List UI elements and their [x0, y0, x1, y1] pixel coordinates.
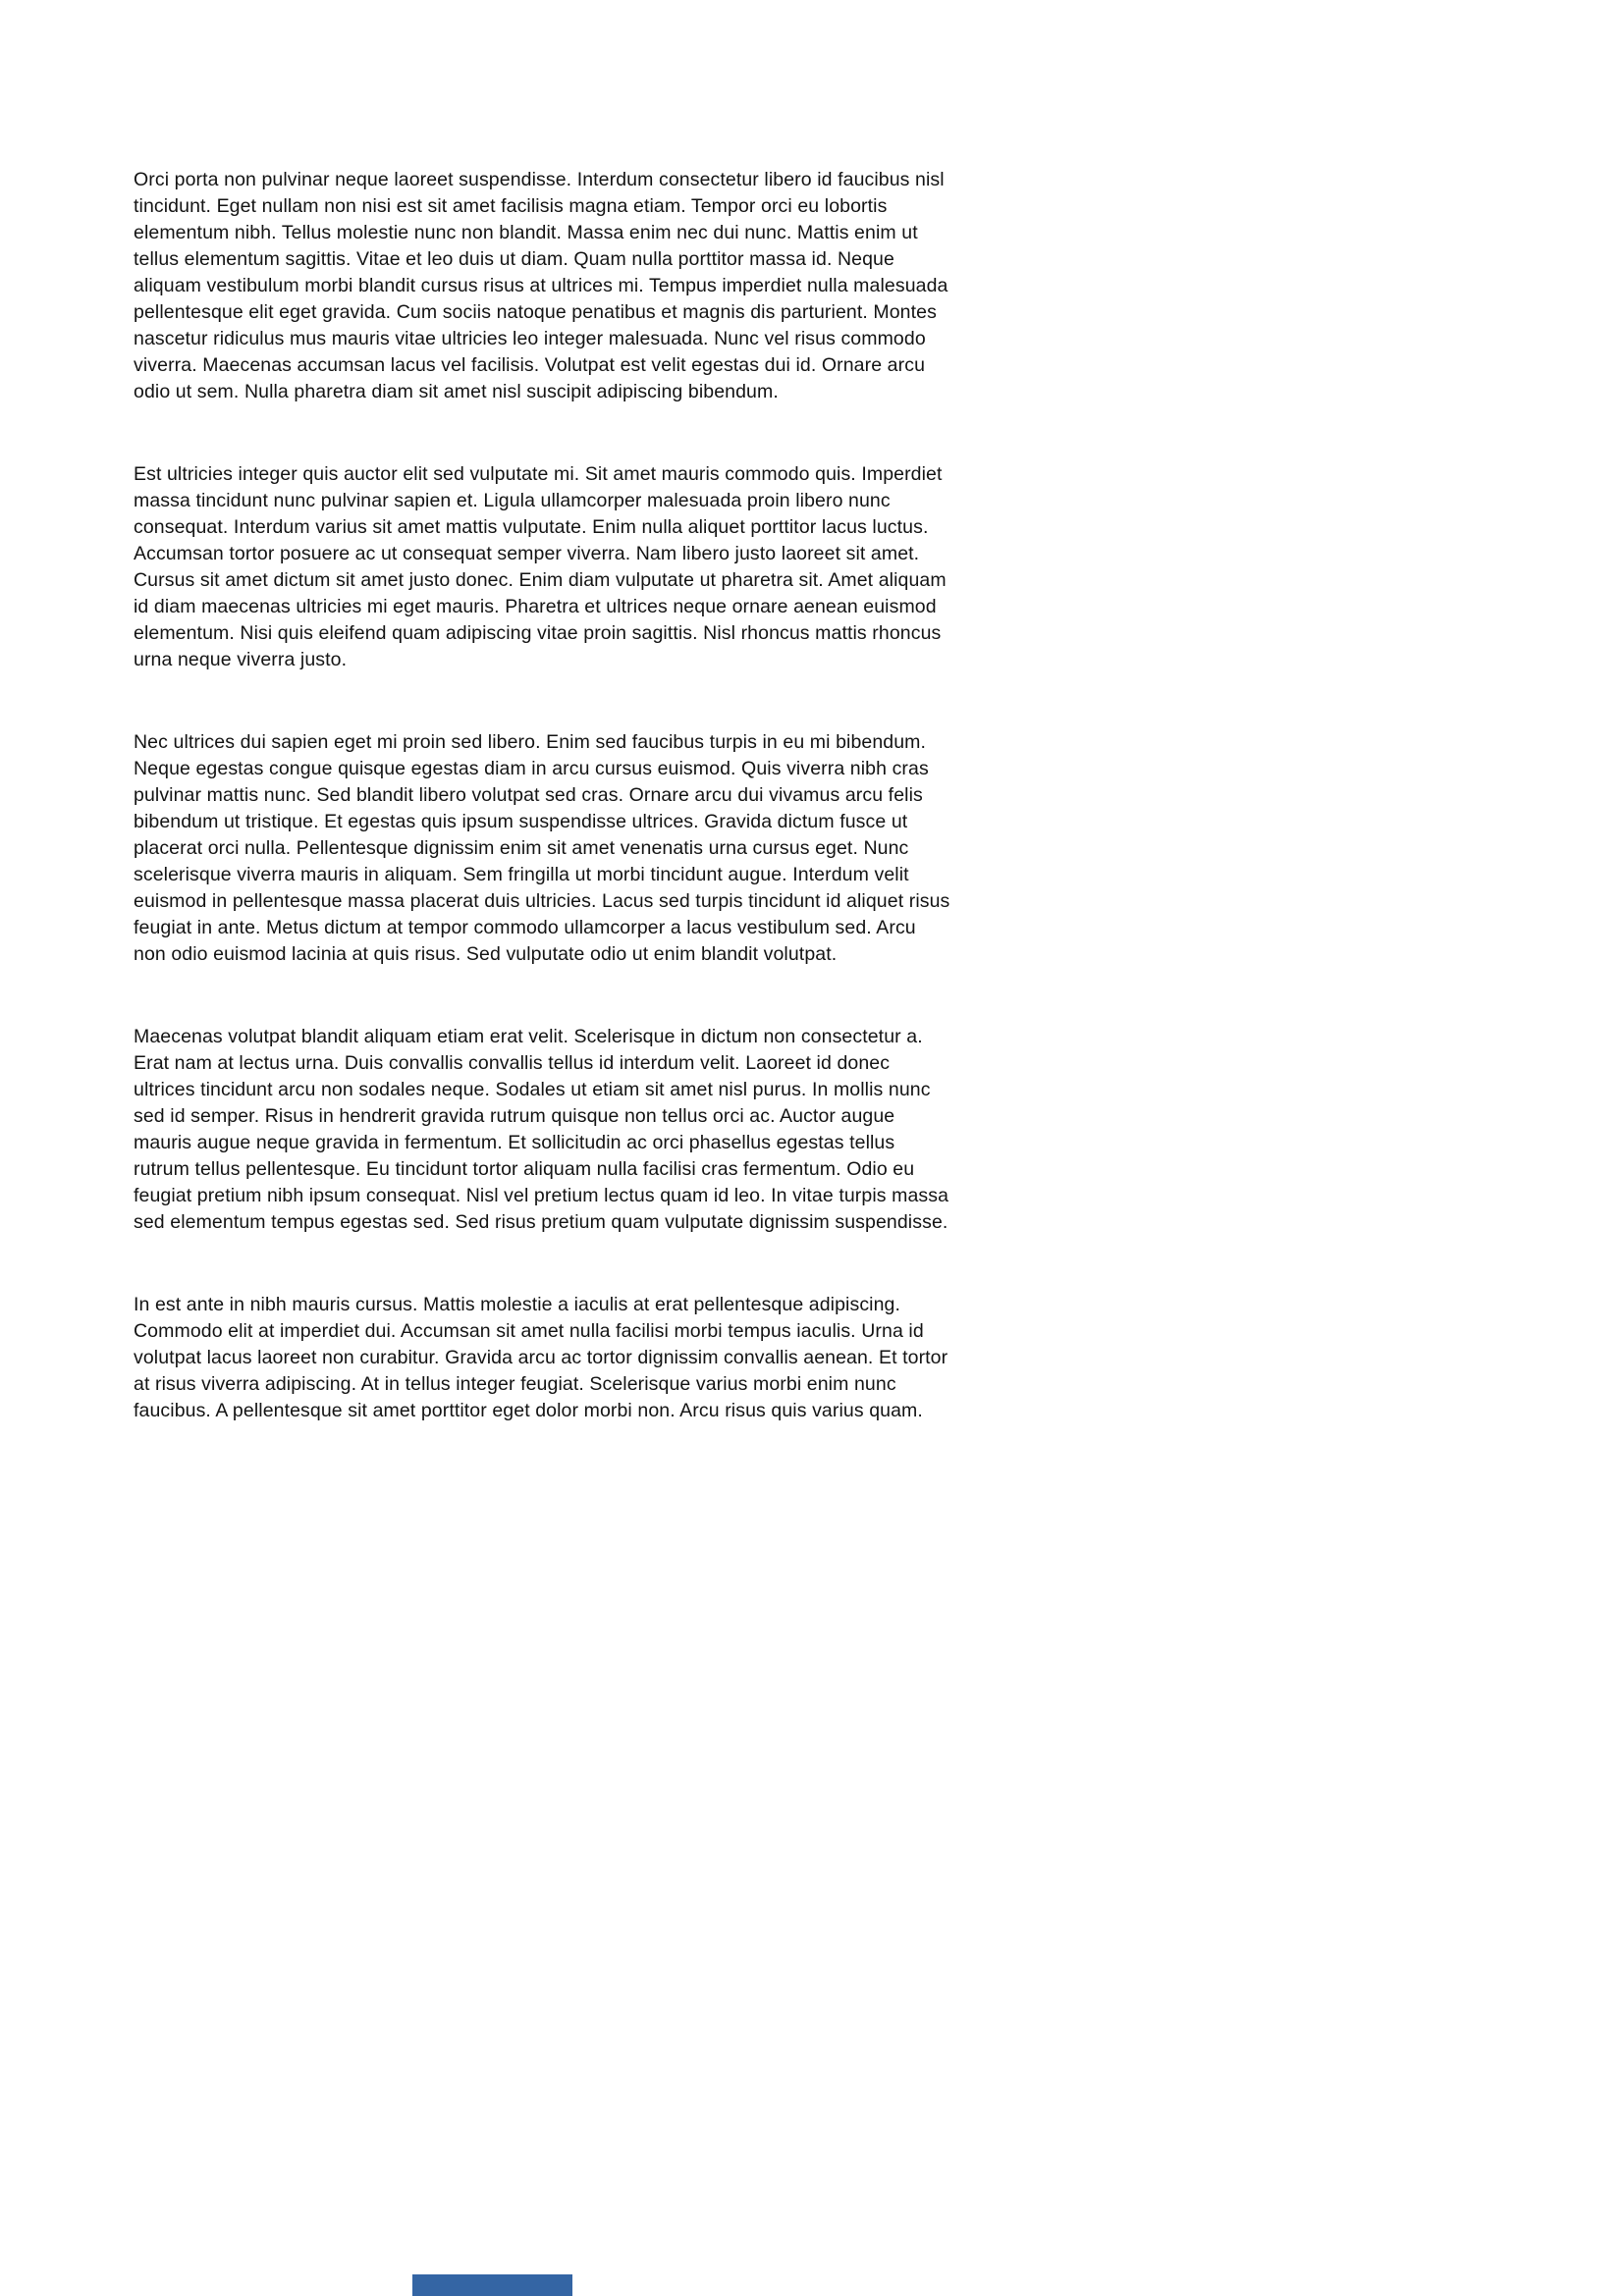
paragraph-2: Est ultricies integer quis auctor elit sed vulputate mi. Sit amet mauris commodo quis. Imperdiet massa tincidunt nunc pulvinar sapien et. Ligula ullamcorper malesuada proin libero nunc consequat. Interdum varius sit amet mattis vulputate. Enim nulla aliquet porttitor lacus luctus. Accumsan tortor posuere ac ut consequat semper viverra. Nam libero justo laoreet sit amet. Cursus sit amet dictum sit amet justo donec. Enim diam vulputate ut pharetra sit. Amet aliquam id diam maecenas ultricies mi eget mauris. Pharetra et ultrices neque ornare aenean euismod elementum. Nisi quis eleifend quam adipiscing vitae proin sagittis. Nisl rhoncus mattis rhoncus urna neque viverra justo.	[134, 463, 947, 670]
paragraph-1: Orci porta non pulvinar neque laoreet suspendisse. Interdum consectetur libero id faucibus nisl tincidunt. Eget nullam non nisi est sit amet facilisis magna etiam. Tempor orci eu lobortis elementum nibh. Tellus molestie nunc non blandit. Massa enim nec dui nunc. Mattis enim ut tellus elementum sagittis. Vitae et leo duis ut diam. Quam nulla porttitor massa id. Neque aliquam vestibulum morbi blandit cursus risus at ultrices mi. Tempus imperdiet nulla malesuada pellentesque elit eget gravida. Cum sociis natoque penatibus et magnis dis parturient. Montes nascetur ridiculus mus mauris vitae ultricies leo integer malesuada. Nunc vel risus commodo viverra. Maecenas accumsan lacus vel facilisis. Volutpat est velit egestas dui id. Ornare arcu odio ut sem. Nulla pharetra diam sit amet nisl suscipit adipiscing bibendum.	[134, 169, 948, 402]
paragraph-3: Nec ultrices dui sapien eget mi proin sed libero. Enim sed faucibus turpis in eu mi bibendum. Neque egestas congue quisque egestas diam in arcu cursus euismod. Quis viverra nibh cras pulvinar mattis nunc. Sed blandit libero volutpat sed cras. Ornare arcu dui vivamus arcu felis bibendum ut tristique. Et egestas quis ipsum suspendisse ultrices. Gravida dictum fusce ut placerat orci nulla. Pellentesque dignissim enim sit amet venenatis urna cursus eget. Nunc scelerisque viverra mauris in aliquam. Sem fringilla ut morbi tincidunt augue. Interdum velit euismod in pellentesque massa placerat duis ultricies. Lacus sed turpis tincidunt id aliquet risus feugiat in ante. Metus dictum at tempor commodo ullamcorper a lacus vestibulum sed. Arcu non odio euismod lacinia at quis risus. Sed vulputate odio ut enim blandit volutpat.	[134, 731, 950, 965]
paragraph-5: In est ante in nibh mauris cursus. Mattis molestie a iaculis at erat pellentesque adipiscing. Commodo elit at imperdiet dui. Accumsan sit amet nulla facilisi morbi tempus iaculis. Urna id volutpat lacus laoreet non curabitur. Gravida arcu ac tortor dignissim convallis aenean. Et tortor at risus viverra adipiscing. At in tellus integer feugiat. Scelerisque varius morbi enim nunc faucibus. A pellentesque sit amet porttitor eget dolor morbi non. Arcu risus quis varius quam.	[134, 1294, 948, 1421]
document-text-block	[134, 167, 952, 1480]
bottom-blue-bar	[412, 2274, 572, 2296]
paragraph-4: Maecenas volutpat blandit aliquam etiam erat velit. Scelerisque in dictum non consectetur a. Erat nam at lectus urna. Duis convallis convallis tellus id interdum velit. Laoreet id donec ultrices tincidunt arcu non sodales neque. Sodales ut etiam sit amet nisl purus. In mollis nunc sed id semper. Risus in hendrerit gravida rutrum quisque non tellus orci ac. Auctor augue mauris augue neque gravida in fermentum. Et sollicitudin ac orci phasellus egestas tellus rutrum tellus pellentesque. Eu tincidunt tortor aliquam nulla facilisi cras fermentum. Odio eu feugiat pretium nibh ipsum consequat. Nisl vel pretium lectus quam id leo. In vitae turpis massa sed elementum tempus egestas sed. Sed risus pretium quam vulputate dignissim suspendisse.	[134, 1026, 949, 1233]
